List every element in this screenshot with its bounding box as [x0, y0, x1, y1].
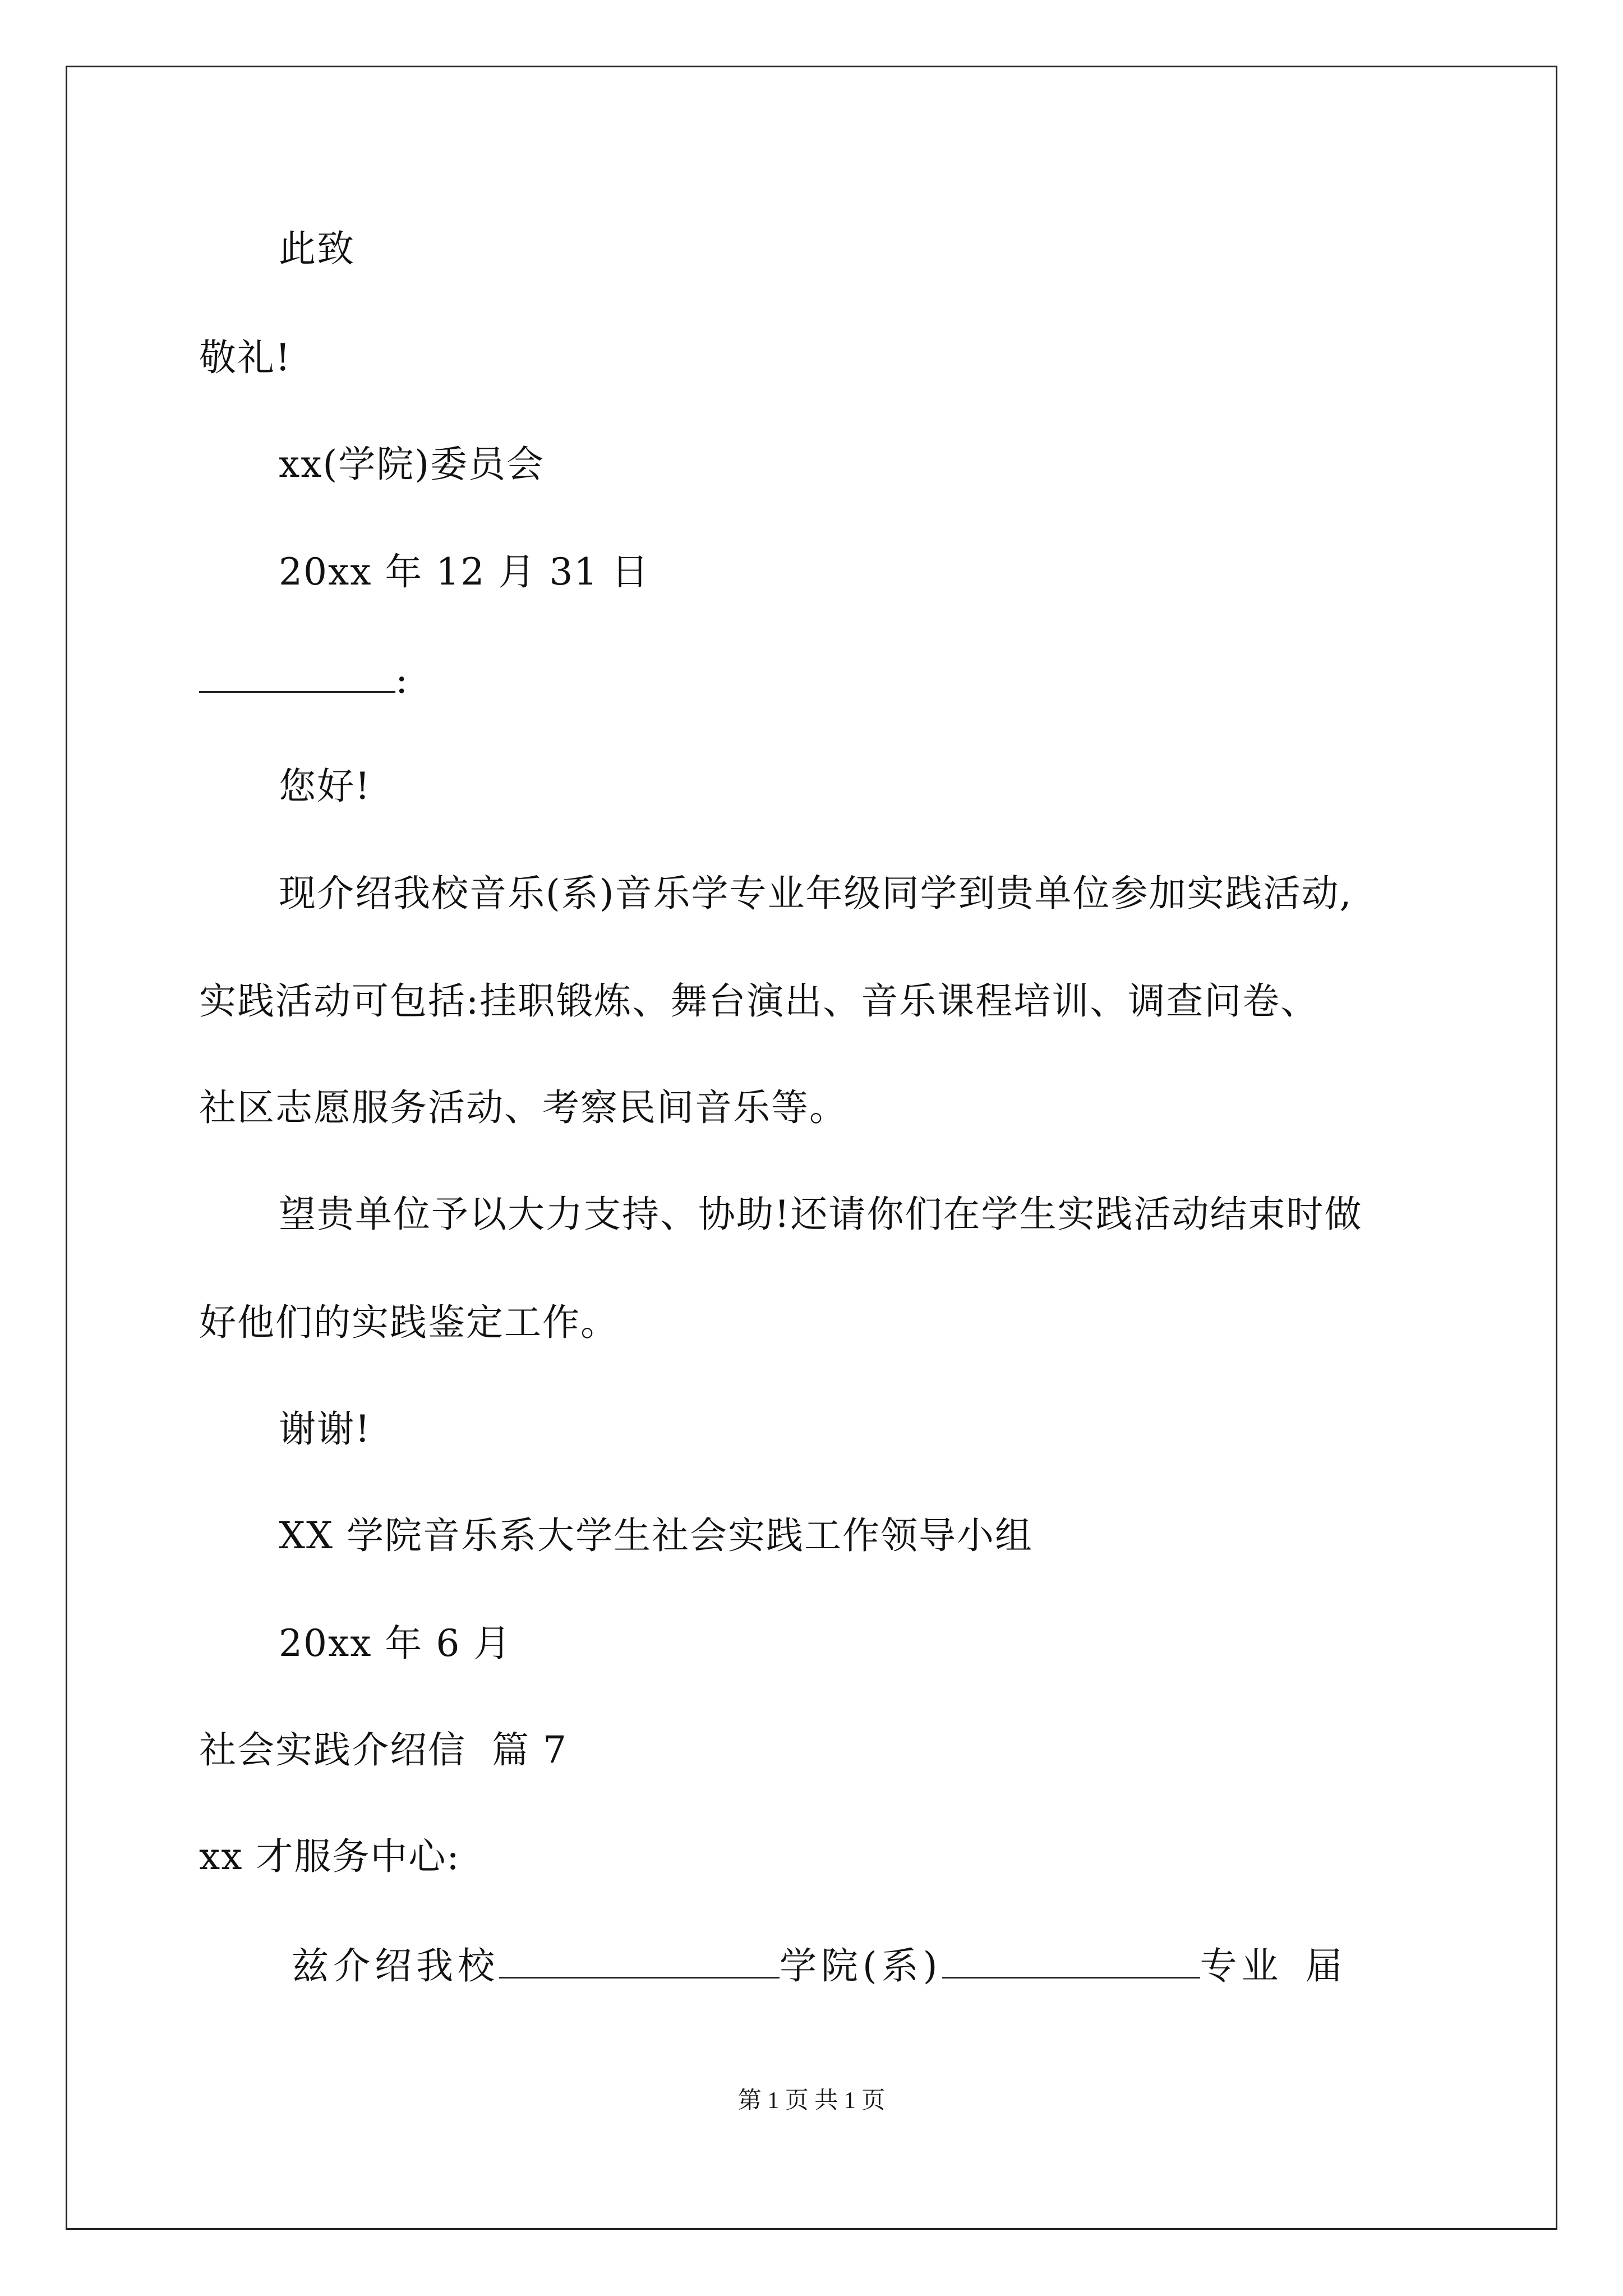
intro-line: [292, 1942, 1347, 1989]
closing-date: 20xx 年 12 月 31 日: [279, 550, 650, 593]
letter-signer: XX 学院音乐系大学生社会实践工作领导小组: [279, 1514, 1033, 1557]
college-blank: [499, 1942, 780, 1978]
section-recipient: xx 才服务中心:: [199, 1835, 460, 1878]
intro-text-1: 兹介绍我校: [292, 1944, 499, 1987]
page-footer: 第 1 页 共 1 页: [737, 2088, 886, 2114]
intro-text-3: 专业: [1200, 1944, 1283, 1987]
closing-salutation-1: 此致: [279, 227, 355, 270]
paragraph-1-line-1: 现介绍我校音乐(系)音乐学专业年级同学到贵单位参加实践活动,: [279, 872, 1353, 915]
recipient-blank: [199, 656, 395, 693]
paragraph-2-line-1: 望贵单位予以大力支持、协助!还请你们在学生实践活动结束时做: [279, 1193, 1363, 1236]
closing-signer: xx(学院)委员会: [279, 443, 545, 486]
paragraph-2-line-2: 好他们的实践鉴定工作。: [199, 1301, 619, 1344]
thanks: 谢谢!: [279, 1407, 371, 1451]
greeting: 您好!: [279, 765, 371, 808]
intro-text-4: 届: [1305, 1944, 1347, 1987]
major-blank: [942, 1942, 1200, 1978]
page-border: [66, 66, 1557, 2230]
paragraph-1-line-3: 社区志愿服务活动、考察民间音乐等。: [199, 1086, 847, 1129]
letter-date: 20xx 年 6 月: [279, 1622, 512, 1665]
recipient-line: [199, 656, 409, 703]
recipient-colon: :: [395, 659, 409, 702]
paragraph-1-line-2: 实践活动可包括:挂职锻炼、舞台演出、音乐课程培训、调查问卷、: [199, 979, 1319, 1023]
section-heading: 社会实践介绍信 篇 7: [199, 1728, 568, 1772]
intro-text-2: 学院(系): [780, 1944, 942, 1987]
closing-salutation-2: 敬礼!: [199, 336, 292, 379]
